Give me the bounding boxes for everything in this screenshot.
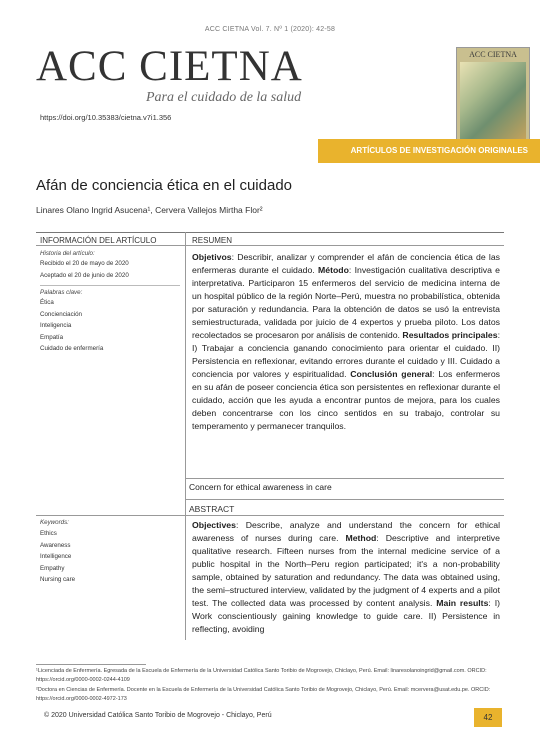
resultados-label: Resultados principales — [402, 330, 498, 340]
abstract-top-rule — [186, 499, 504, 500]
resumen-heading: RESUMEN — [192, 236, 233, 245]
cover-artwork — [460, 62, 526, 142]
keyword-en: Ethics — [40, 530, 57, 537]
keyword-es: Concienciación — [40, 310, 82, 318]
table-top-rule — [36, 232, 504, 233]
article-title: Afán de conciencia ética en el cuidado — [36, 177, 293, 194]
method-label: Method — [345, 533, 377, 543]
keywords-es-label: Palabras clave: — [40, 289, 83, 296]
keyword-en: Intelligence — [40, 553, 72, 560]
info-heading: INFORMACIÓN DEL ARTÍCULO — [40, 236, 157, 245]
page-number-box — [474, 708, 502, 727]
doi-link[interactable]: https://doi.org/10.35383/cietna.v7i1.356 — [40, 113, 172, 122]
results-label: Main results — [436, 598, 489, 608]
table-head-rule — [36, 245, 504, 246]
journal-subtitle: Para el cuidado de la salud — [146, 90, 302, 105]
abstract-head-rule — [36, 515, 504, 516]
journal-title: ACC CIETNA — [36, 43, 303, 90]
keywords-divider — [40, 285, 180, 286]
keyword-en: Nursing care — [40, 576, 76, 583]
page-number: 42 — [483, 713, 493, 722]
footnote-rule — [36, 664, 146, 665]
keyword-es: Inteligencia — [40, 322, 72, 329]
keywords-en-label: Keywords: — [40, 519, 69, 526]
abstract-heading: ABSTRACT — [189, 504, 235, 514]
footnote-2: ²Doctora en Ciencias de Enfermería. Docente en la Escuela de Enfermería de la Universidad Católica Santo Toribio de Mogrovejo, Chiclayo, Perú. Email: mcervera@usat.edu.pe. ORCID: https://orcid.org/0000-0002-4972-173 — [36, 687, 491, 702]
authors: Linares Olano Ingrid Asucena¹, Cervera Vallejos Mirtha Flor² — [36, 205, 263, 215]
footnote-1: ¹Licenciada de Enfermería. Egresada de la Escuela de Enfermería de la Universidad Católica Santo Toribio de Mogrovejo, Chiclayo, Perú. Email: linaresolanoingrid@gmail.com. ORCID: https://orcid.org/0000-0002-0244-4109 — [36, 668, 487, 683]
keyword-es: Cuidado de enfermería — [40, 345, 104, 352]
metodo-label: Método — [318, 265, 349, 275]
column-divider — [185, 232, 186, 640]
keyword-en: Empathy — [40, 564, 65, 572]
keyword-es: Ética — [40, 299, 54, 306]
received-date: Recibido el 20 de mayo de 2020 — [40, 260, 129, 267]
category-band — [318, 139, 540, 163]
english-title: Concern for ethical awareness in care — [189, 482, 332, 492]
keywords-es-list — [40, 297, 103, 355]
accepted-date: Aceptado el 20 de junio de 2020 — [40, 272, 129, 279]
keywords-en-list — [40, 528, 75, 586]
resumen-text: Objetivos: Describir, analizar y comprender el afán de conciencia ética de las enfermeras durante el cuidado. Método: Investigación cualitativa descriptiva e interpretativa. Participaron 15 enfermeros del servicio de medicina interna de un hospital público de la región Norte–Perú, muestra no probabilística, obtenida por saturación y redundancia. Para la obtención de datos se usó la entrevista semiestructurada, validada por juicio de 4 expertos y prueba piloto. Los datos recolectados se procesaron por análisis de contenido. Resultados principales: I) Trabajar a conciencia ganando conocimiento para orientar el cuidado. II) Persistencia en reflexionar, evitando errores durante el cuidado y III. Cuidado a conciencia por valores y espiritualidad. Conclusión general: Los enfermeros en su afán de poseer conciencia ética son persistentes en reflexionar durante el cuidado, acción que les ayuda a encontrar puntos de mejora, para los cuales deben concentrarse con los cinco sentidos en su trabajo, controlar su temperamento y permanecer tranquilos. — [192, 252, 501, 431]
running-head: ACC CIETNA Vol. 7. Nº 1 (2020): 42-58 — [204, 26, 336, 33]
keyword-es: Empatía — [40, 333, 64, 341]
history-label: Historia del artículo: — [40, 250, 95, 257]
copyright: © 2020 Universidad Católica Santo Toribio de Mogrovejo - Chiclayo, Perú — [44, 712, 272, 719]
conclusion-label: Conclusión general — [350, 369, 433, 379]
objectives-label: Objectives — [192, 520, 236, 530]
objetivos-label: Objetivos — [192, 252, 232, 262]
abstract-text: Objectives: Describe, analyze and understand the concern for ethical awareness of nurses during care. Method: Descriptive and interpretive qualitative research. Fifteen nurses from the internal medicine service of a public hospital in the North–Peru region participated; it's a non-probability sample, obtained by saturation and redundancy. The data was obtained using, the semi–structured interview, validated by the judgment of 4 experts and a pilot test. The collected data was processed by content analysis. Main results: I) Work conscientiously gaining knowledge to guide care. II) Persistence in reflecting, avoiding — [192, 520, 500, 634]
keyword-en: Awareness — [40, 541, 71, 549]
journal-cover-image — [456, 47, 530, 147]
category-label: ARTÍCULOS DE INVESTIGACIÓN ORIGINALES — [350, 146, 528, 155]
cover-journal-name: ACC CIETNA — [469, 50, 517, 59]
resumen-end-rule — [186, 478, 504, 479]
